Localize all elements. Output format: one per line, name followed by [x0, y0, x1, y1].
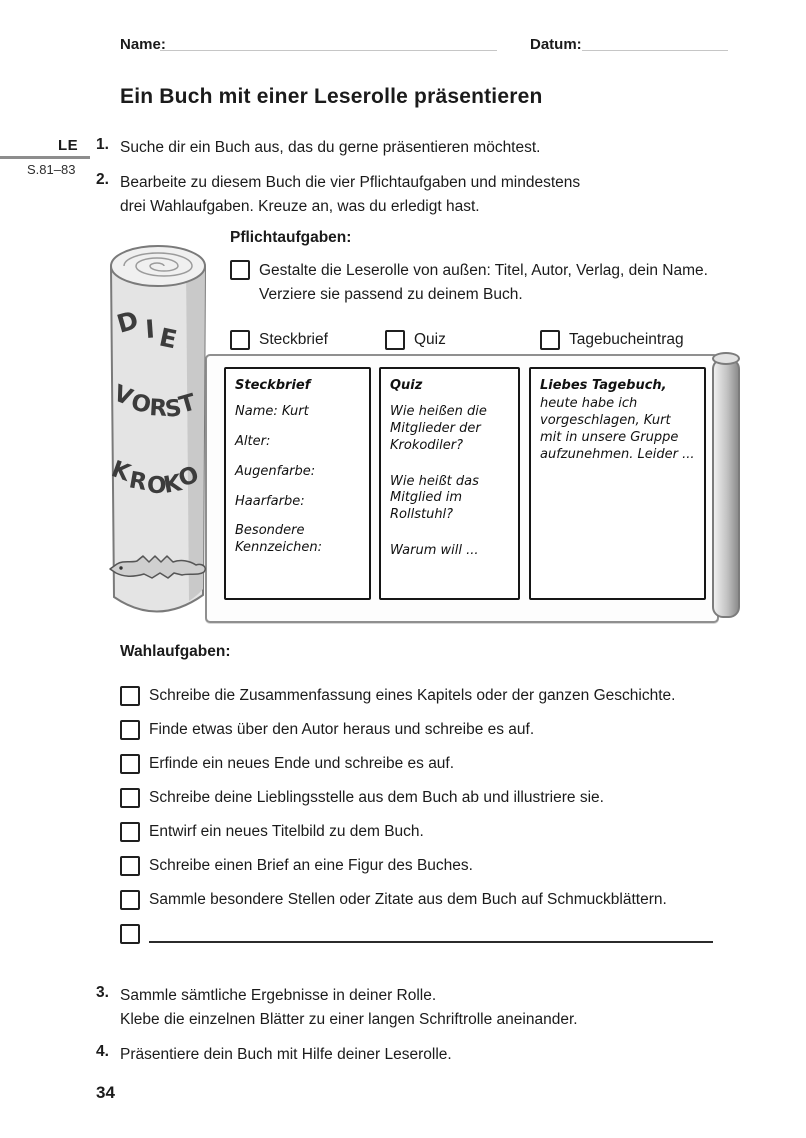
task-3-line2: Klebe die einzelnen Blätter zu einer langen Schriftrolle aneinander.: [120, 1011, 578, 1029]
margin-page-ref: S.81–83: [27, 162, 76, 177]
steckbrief-panel: [224, 367, 371, 600]
svg-text:S: S: [163, 395, 184, 423]
tagebuch-panel: [529, 367, 706, 600]
pflicht-checkbox-gestalten[interactable]: [230, 260, 250, 280]
wahl-item: [120, 686, 760, 706]
svg-text:V: V: [109, 380, 137, 412]
quiz-question: Wie heißen die Mitglieder der Krokodiler?: [390, 403, 487, 453]
wahl-checkbox-7[interactable]: [120, 890, 140, 910]
task-1-text: Suche dir ein Buch aus, das du gerne präsentieren möchtest.: [120, 139, 541, 156]
pflicht-option-steckbrief: [230, 330, 328, 350]
name-input-line[interactable]: [160, 35, 497, 51]
margin-rule: [0, 156, 90, 159]
task-3-line1: Sammle sämtliche Ergebnisse in deiner Rolle.: [120, 987, 437, 1004]
wahl-item-label: Entwirf ein neues Titelbild zu dem Buch.: [149, 823, 424, 840]
wahl-checkbox-2[interactable]: [120, 720, 140, 740]
wahl-checkbox-1[interactable]: [120, 686, 140, 706]
blank-write-line[interactable]: [149, 925, 713, 943]
task-2-line2: drei Wahlaufgaben. Kreuze an, was du erledigt hast.: [120, 198, 480, 216]
svg-text:R: R: [148, 395, 168, 422]
tagebucheintrag-checkbox[interactable]: [540, 330, 560, 350]
quiz-panel: [379, 367, 520, 600]
wahl-item-label: Schreibe deine Lieblingsstelle aus dem Buch ab und illustriere sie.: [149, 789, 604, 806]
wahl-item: [120, 856, 760, 876]
steckbrief-label: Steckbrief: [259, 331, 328, 348]
pflicht-item1-line2: Verziere sie passend zu deinem Buch.: [259, 286, 523, 304]
quiz-question: Wie heißt das Mitglied im Rollstuhl?: [390, 473, 479, 523]
steckbrief-checkbox[interactable]: [230, 330, 250, 350]
task-2-number: 2.: [96, 171, 109, 188]
svg-text:O: O: [147, 473, 167, 499]
task-3: [96, 984, 756, 1032]
scroll-roll-top-icon: [712, 352, 740, 365]
steckbrief-field: Haarfarbe:: [235, 493, 305, 509]
wahl-item-label: Erfinde ein neues Ende und schreibe es auf.: [149, 755, 455, 772]
quiz-panel-title: Quiz: [390, 378, 423, 393]
task-4-number: 4.: [96, 1043, 109, 1060]
name-label: Name:: [120, 36, 166, 53]
wahlaufgaben-heading: Wahlaufgaben:: [120, 643, 231, 660]
pflicht-option-tagebucheintrag: [540, 330, 684, 350]
pflicht-option-quiz: [385, 330, 446, 350]
wahl-checkbox-6[interactable]: [120, 856, 140, 876]
scroll-roll-illustration: [712, 358, 740, 618]
steckbrief-field: Augenfarbe:: [235, 463, 316, 479]
steckbrief-field: Alter:: [235, 433, 271, 449]
svg-text:E: E: [156, 322, 180, 355]
wahl-item: [120, 720, 760, 740]
quiz-question: Warum will ...: [390, 543, 479, 559]
wahl-checkbox-3[interactable]: [120, 754, 140, 774]
wahl-item: [120, 822, 760, 842]
steckbrief-field: Besondere Kennzeichen:: [235, 523, 322, 556]
leserolle-tube-illustration: [102, 237, 212, 635]
steckbrief-panel-title: Steckbrief: [235, 378, 311, 393]
task-4: [96, 1043, 756, 1067]
wahl-item: [120, 890, 760, 910]
pflicht-item1-line1: Gestalte die Leserolle von außen: Titel, Autor, Verlag, dein Name.: [259, 262, 708, 279]
wahl-checkbox-5[interactable]: [120, 822, 140, 842]
page-title: Ein Buch mit einer Leserolle präsentieren: [120, 85, 543, 108]
margin-tag: LE: [58, 137, 79, 154]
task-3-number: 3.: [96, 984, 109, 1001]
datum-input-line[interactable]: [582, 35, 728, 51]
page-number: 34: [96, 1083, 115, 1102]
wahl-item-custom: [120, 924, 760, 944]
wahlaufgaben-list: [120, 686, 760, 944]
quiz-label: Quiz: [414, 331, 446, 348]
wahl-item-label: Schreibe einen Brief an eine Figur des Buches.: [149, 857, 473, 874]
wahl-item: [120, 754, 760, 774]
wahl-item-label: Schreibe die Zusammenfassung eines Kapitels oder der ganzen Geschichte.: [149, 687, 676, 704]
wahl-checkbox-4[interactable]: [120, 788, 140, 808]
svg-text:I: I: [144, 314, 156, 344]
wahl-item-label: Sammle besondere Stellen oder Zitate aus dem Buch auf Schmuckblättern.: [149, 891, 667, 908]
svg-text:K: K: [107, 456, 134, 487]
steckbrief-field: Name: Kurt: [235, 403, 309, 419]
svg-text:K: K: [161, 470, 184, 499]
tagebuch-panel-text: heute habe ich vorgeschlagen, Kurt mit in unsere Gruppe aufzunehmen. Leider ...: [540, 395, 695, 462]
pflichtaufgaben-heading: Pflichtaufgaben:: [230, 229, 352, 246]
svg-text:O: O: [128, 389, 154, 419]
task-1: [96, 136, 736, 160]
svg-text:T: T: [176, 389, 199, 419]
svg-text:D: D: [113, 305, 142, 339]
task-1-number: 1.: [96, 136, 109, 153]
tagebuch-panel-title: Liebes Tagebuch,: [540, 378, 667, 393]
wahl-item-label: Finde etwas über den Autor heraus und schreibe es auf.: [149, 721, 535, 738]
task-2-line1: Bearbeite zu diesem Buch die vier Pflichtaufgaben und mindestens: [120, 174, 581, 191]
task-4-text: Präsentiere dein Buch mit Hilfe deiner Leserolle.: [120, 1046, 452, 1063]
svg-text:O: O: [175, 461, 203, 493]
tagebucheintrag-label: Tagebucheintrag: [569, 331, 684, 348]
svg-text:R: R: [126, 467, 149, 496]
wahl-item: [120, 788, 760, 808]
quiz-checkbox[interactable]: [385, 330, 405, 350]
datum-label: Datum:: [530, 36, 582, 53]
wahl-checkbox-8[interactable]: [120, 924, 140, 944]
task-2: [96, 171, 756, 219]
